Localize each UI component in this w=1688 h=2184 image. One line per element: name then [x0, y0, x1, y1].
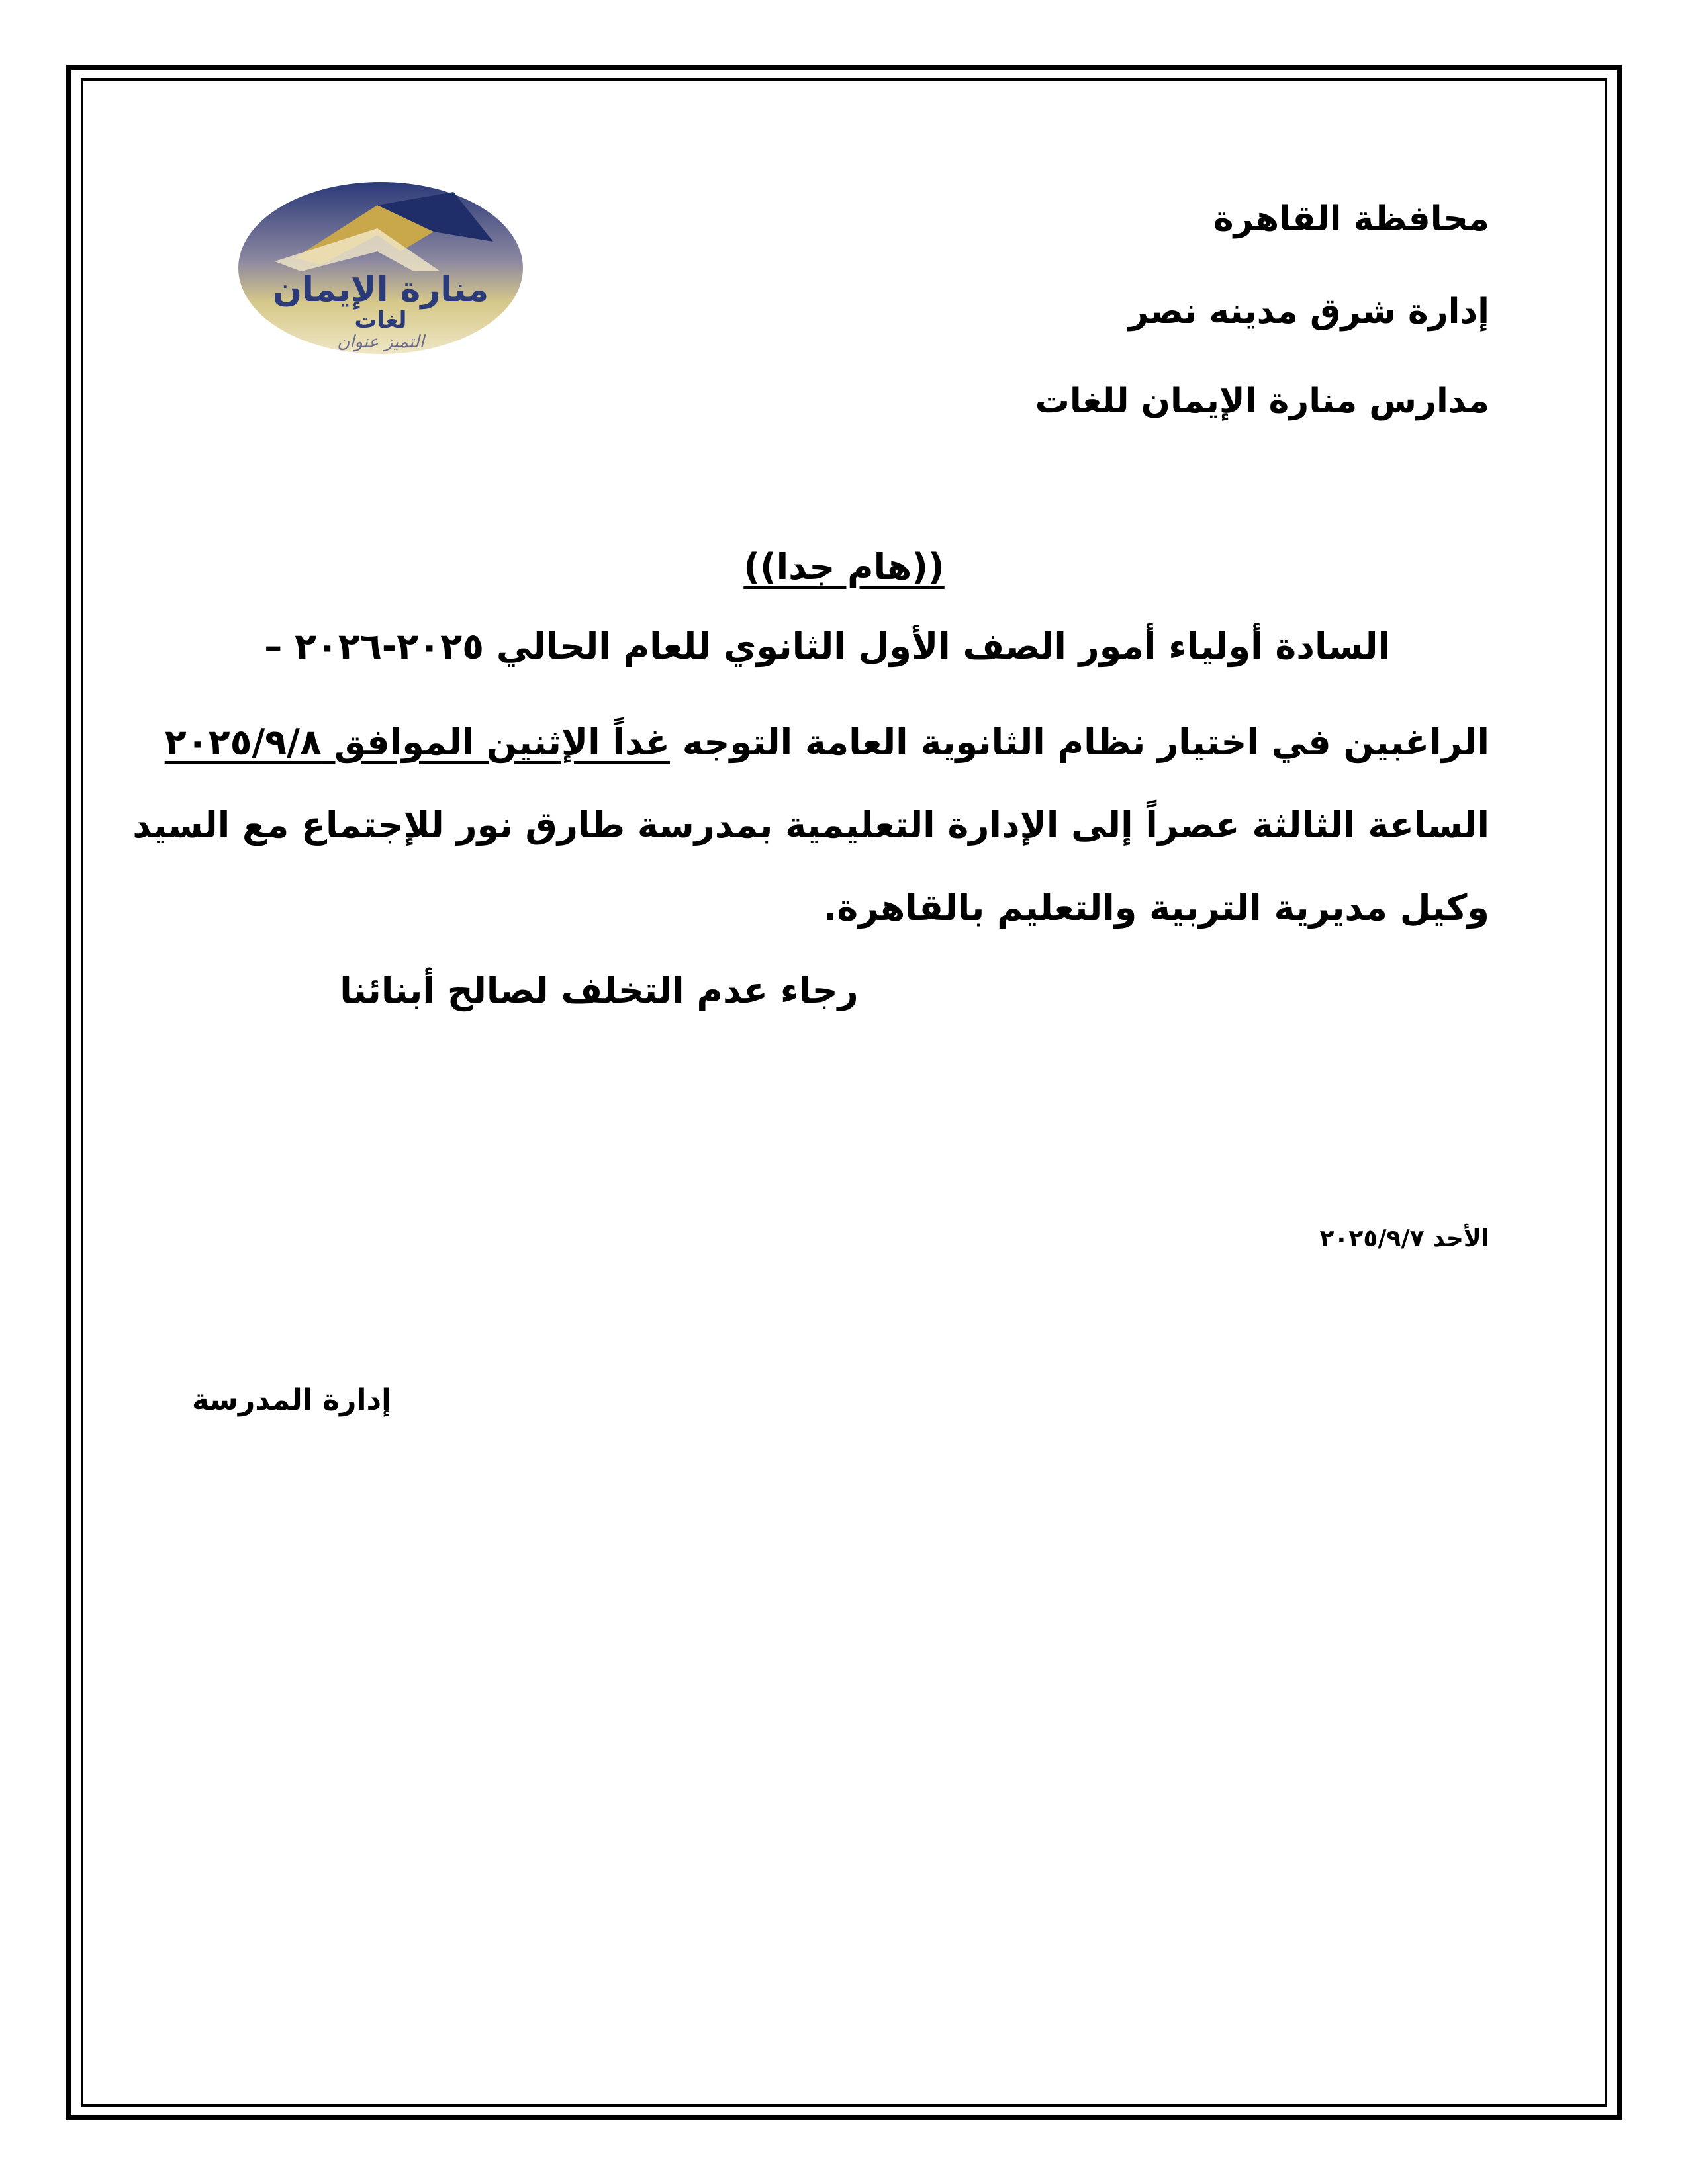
notice-line-3: الساعة الثالثة عصراً إلى الإدارة التعليمية بمدرسة طارق نور للإجتماع مع السيد: [132, 804, 1489, 846]
school-name-line: مدارس منارة الإيمان للغات: [1035, 381, 1489, 421]
school-logo-icon: [235, 179, 526, 357]
meeting-date-underlined: غداً الإثنين الموافق ٢٠٢٥/٩/٨: [164, 721, 670, 763]
signature: إدارة المدرسة: [192, 1383, 392, 1417]
notice-line-2: [165, 721, 1489, 764]
logo-main-text: منارة الإيمان: [272, 270, 489, 310]
logo-sub-text: لغات: [354, 307, 407, 334]
closing-line: رجاء عدم التخلف لصالح أبنائنا: [340, 970, 859, 1011]
notice-line-1: السادة أولياء أمور الصف الأول الثانوي للعام الحالي ٢٠٢٥-٢٠٢٦ –: [264, 625, 1390, 667]
governorate-line: محافظة القاهرة: [1213, 199, 1489, 239]
issue-date: الأحد ٢٠٢٥/٩/٧: [1319, 1225, 1489, 1252]
administration-line: إدارة شرق مدينه نصر: [1129, 292, 1489, 332]
notice-line-4: وكيل مديرية التربية والتعليم بالقاهرة.: [823, 887, 1489, 929]
notice-title: ((هام جدا)): [743, 546, 945, 588]
notice-line-2-text: الراغبين في اختيار نظام الثانوية العامة التوجه: [670, 721, 1489, 763]
logo-tagline: التميز عنوان: [337, 332, 424, 352]
